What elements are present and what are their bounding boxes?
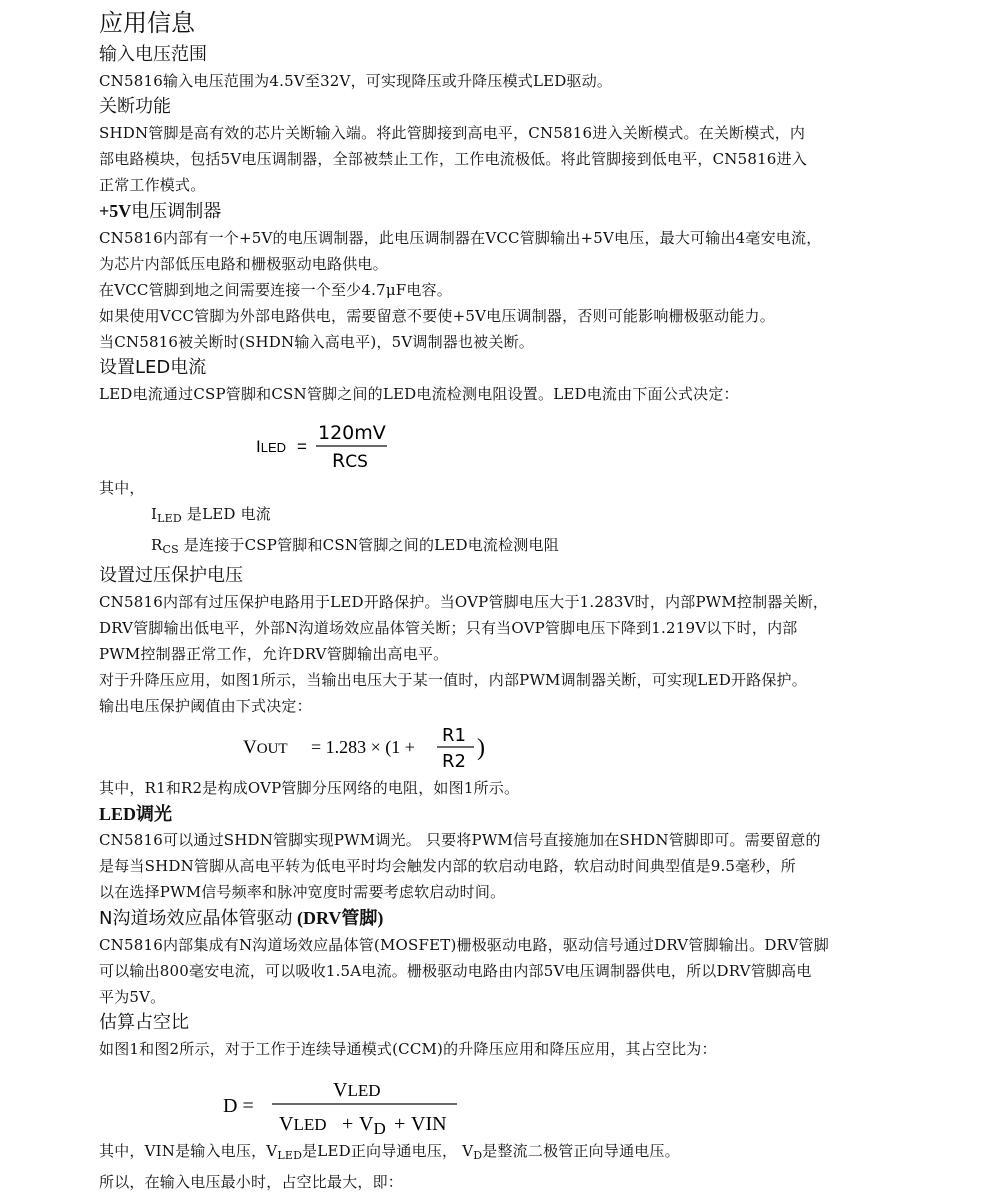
- duty-num-main: V: [333, 1079, 348, 1101]
- svg-text:VLED: [333, 1079, 381, 1101]
- duty-den-vin: VIN: [411, 1113, 447, 1135]
- svg-text:VD: [359, 1113, 386, 1138]
- ovp-line-1: CN5816内部有过压保护电路用于LED开路保护。当OVP管脚电压大于1.283V时，内部PWM控制器关断，: [99, 593, 829, 611]
- duty-lhs: D =: [223, 1095, 254, 1117]
- rcs-symbol-sub: CS: [162, 543, 179, 556]
- heading-shutdown: 关断功能: [99, 96, 171, 117]
- heading-led-current: 设置LED电流: [99, 357, 207, 378]
- dimming-line-3: 以在选择PWM信号频率和脉冲宽度时需要考虑软启动时间。: [99, 883, 506, 901]
- formula-iled-svg: [99, 407, 499, 475]
- iled-symbol-main: I: [151, 505, 158, 523]
- heading-dimming: LED调光: [99, 804, 173, 824]
- duty-where-a-sub: LED: [277, 1149, 303, 1162]
- rcs-description: 是连接于CSP管脚和CSN管脚之间的LED电流检测电阻: [178, 536, 559, 554]
- iled-eq: =: [297, 437, 307, 456]
- dimming-line-1: CN5816可以通过SHDN管脚实现PWM调光。 只要将PWM信号直接施加在SHDN管脚即可。需要留意的: [99, 831, 821, 849]
- iled-description: 是LED 电流: [181, 505, 271, 523]
- heading-drv-main: N沟道场效应晶体管驱动: [99, 908, 293, 929]
- ovp-line-3: PWM控制器正常工作，允许DRV管脚输出高电平。: [99, 645, 449, 663]
- drv-line-3: 平为5V。: [99, 988, 166, 1006]
- vout-numerator: R1: [442, 725, 466, 746]
- reg5v-line-4: 如果使用VCC管脚为外部电路供电，需要留意不要使+5V电压调制器，否则可能影响栅极驱动能力。: [99, 307, 775, 325]
- iled-den-sub: CS: [345, 452, 368, 472]
- vout-lhs-sub: OUT: [256, 741, 288, 757]
- dimming-line-2: 是每当SHDN管脚从高电平转为低电平时均会触发内部的软启动电路，软启动时间典型值是9.5毫秒，所: [99, 857, 796, 875]
- led-current-where-iled: [99, 501, 899, 532]
- formula-duty: [99, 1062, 899, 1138]
- svg-text:RCS: [332, 450, 368, 472]
- duty-last-line: 所以，在输入电压最小时，占空比最大，即：: [99, 1173, 404, 1191]
- shutdown-line-2: 部电路模块，包括5V电压调制器，全部被禁止工作，工作电流极低。将此管脚接到低电平，CN5816进入: [99, 150, 807, 168]
- vout-close-paren: ): [477, 735, 485, 761]
- duty-line-1: 如图1和图2所示，对于工作于连续导通模式(CCM)的升降压应用和降压应用，其占空比为：: [99, 1040, 717, 1058]
- iled-lhs-sub: LED: [260, 440, 287, 455]
- duty-num-sub: LED: [347, 1081, 381, 1100]
- led-current-where: 其中，: [99, 479, 145, 497]
- heading-drv: [99, 905, 899, 932]
- duty-den-a-main: V: [279, 1113, 294, 1135]
- duty-den-a-sub: LED: [293, 1115, 327, 1134]
- formula-vout-svg: [99, 719, 599, 775]
- duty-where-b: 是LED正向导通电压， V: [302, 1142, 474, 1160]
- iled-lhs-main: I: [256, 437, 261, 456]
- drv-line-1: CN5816内部集成有N沟道场效应晶体管(MOSFET)栅极驱动电路，驱动信号通过DRV管脚输出。DRV管脚: [99, 936, 829, 954]
- heading-5v-regulator: [99, 198, 899, 225]
- vout-rhs: = 1.283 × (1 +: [311, 737, 415, 757]
- heading-input-range: 输入电压范围: [99, 44, 207, 65]
- ovp-line-2: DRV管脚输出低电平，外部N沟道场效应晶体管关断；只有当OVP管脚电压下降到1.219V以下时，内部: [99, 619, 798, 637]
- duty-den-b-sub: D: [373, 1119, 386, 1138]
- vout-lhs-main: V: [243, 737, 257, 758]
- vout-denominator: R2: [442, 751, 466, 772]
- heading-ovp: 设置过压保护电压: [99, 565, 243, 586]
- led-current-line-1: LED电流通过CSP管脚和CSN管脚之间的LED电流检测电阻设置。LED电流由下面公式决定：: [99, 385, 739, 403]
- reg5v-line-5: 当CN5816被关断时(SHDN输入高电平)，5V调制器也被关断。: [99, 333, 534, 351]
- reg5v-line-1: CN5816内部有一个+5V的电压调制器，此电压调制器在VCC管脚输出+5V电压，最大可输出4毫安电流，: [99, 229, 822, 247]
- formula-duty-svg: [99, 1062, 599, 1138]
- duty-den-b-main: V: [359, 1113, 374, 1135]
- input-range-text: CN5816输入电压范围为4.5V至32V，可实现降压或升降压模式LED驱动。: [99, 72, 613, 90]
- document-page: [99, 6, 899, 1195]
- iled-numerator: 120mV: [318, 422, 386, 444]
- svg-text:VOUT: [243, 737, 288, 758]
- heading-5v-regulator-rest: 电压调制器: [131, 201, 222, 222]
- shutdown-line-1: SHDN管脚是高有效的芯片关断输入端。将此管脚接到高电平，CN5816进入关断模式。在关断模式，内: [99, 124, 806, 142]
- duty-where-b-sub: D: [473, 1149, 483, 1162]
- heading-5v-regulator-bold: +5V: [99, 201, 132, 221]
- ovp-where: 其中，R1和R2是构成OVP管脚分压网络的电阻，如图1所示。: [99, 779, 520, 797]
- shutdown-line-3: 正常工作模式。: [99, 176, 206, 194]
- heading-drv-paren: (DRV管脚): [292, 908, 384, 928]
- duty-den-plus-1: +: [342, 1113, 354, 1135]
- formula-vout: [99, 719, 899, 775]
- iled-symbol-sub: LED: [157, 512, 182, 525]
- heading-duty: 估算占空比: [99, 1012, 189, 1033]
- ovp-line-5: 输出电压保护阈值由下式决定：: [99, 697, 312, 715]
- page-title: 应用信息: [99, 9, 195, 37]
- ovp-line-4: 对于升降压应用，如图1所示，当输出电压大于某一值时，内部PWM调制器关断，可实现LED开路保护。: [99, 671, 807, 689]
- rcs-symbol-main: R: [151, 536, 163, 554]
- reg5v-line-2: 为芯片内部低压电路和栅极驱动电路供电。: [99, 255, 388, 273]
- duty-den-plus-2: +: [394, 1113, 406, 1135]
- duty-where-a: 其中，VIN是输入电压，V: [99, 1142, 278, 1160]
- svg-text:ILED: [256, 437, 286, 456]
- reg5v-line-3: 在VCC管脚到地之间需要连接一个至少4.7μF电容。: [99, 281, 452, 299]
- iled-den-main: R: [332, 450, 346, 472]
- duty-where: [99, 1138, 899, 1169]
- svg-text:VLED: [279, 1113, 327, 1135]
- duty-where-c: 是整流二极管正向导通电压。: [482, 1142, 680, 1160]
- formula-iled: [99, 407, 899, 475]
- drv-line-2: 可以输出800毫安电流，可以吸收1.5A电流。栅极驱动电路由内部5V电压调制器供电，所以DRV管脚高电: [99, 962, 812, 980]
- led-current-where-rcs: [99, 532, 899, 563]
